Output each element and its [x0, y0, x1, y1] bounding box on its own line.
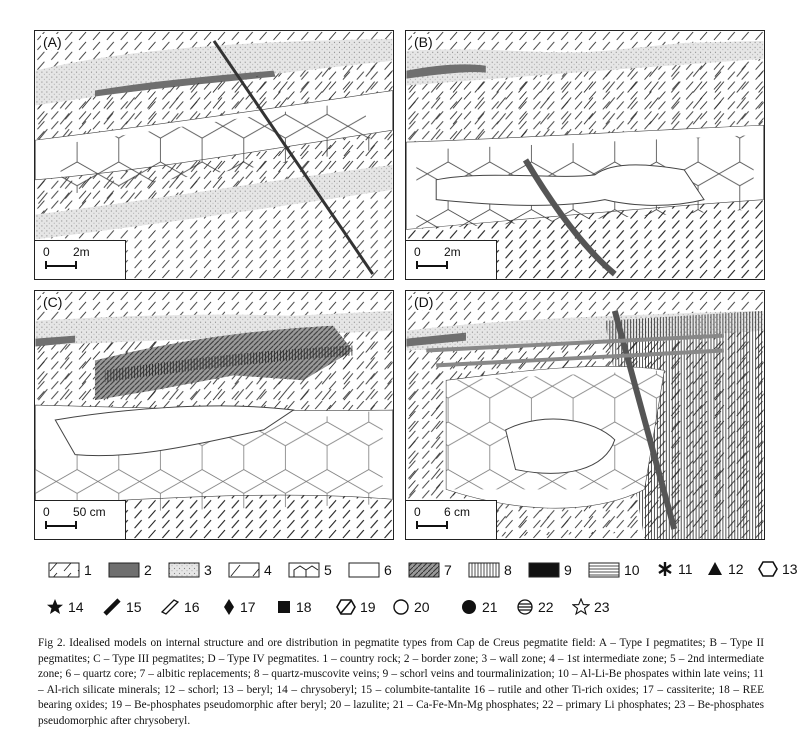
- legend-item-3: [168, 562, 212, 578]
- open-slash-icon: [160, 598, 180, 616]
- legend-item-17: [222, 598, 256, 616]
- legend-label-16: 16: [184, 599, 200, 615]
- thick-slash-icon: [102, 598, 122, 616]
- legend-item-21: [460, 598, 498, 616]
- open-circle-icon: [392, 598, 410, 616]
- legend-item-9: [528, 562, 572, 578]
- legend-item-5: [288, 562, 332, 578]
- panel-c-scale: [35, 500, 126, 539]
- panel-d-scale: [406, 500, 497, 539]
- legend-label-6: 6: [384, 562, 392, 578]
- panel-d-label: (D): [414, 294, 434, 310]
- legend-item-14: [46, 598, 84, 616]
- panel-c: [34, 290, 394, 540]
- scale-length: 2m: [73, 245, 90, 259]
- scale-zero: 0: [43, 245, 50, 259]
- legend-label-5: 5: [324, 562, 332, 578]
- panel-c-label: (C): [43, 294, 63, 310]
- legend-item-2: [108, 562, 152, 578]
- legend-label-15: 15: [126, 599, 142, 615]
- panel-b-label: (B): [414, 34, 433, 50]
- slashed-hexagon-icon: [336, 598, 356, 616]
- legend-label-8: 8: [504, 562, 512, 578]
- legend-label-17: 17: [240, 599, 256, 615]
- legend-label-23: 23: [594, 599, 610, 615]
- legend-label-22: 22: [538, 599, 554, 615]
- figure-caption: Fig 2. Idealised models on internal structure and ore distribution in pegmatite types from Cap de Creus pegmatite field: A – Type I pegmatites; B – Type II pegmatites; C – Type III pegmatites; D – Type IV pegmatites. 1 – country rock; 2 – border zone; 3 – wall zone; 4 – 1st intermediate zone; 5 – 2nd intermediate zone; 6 – quartz core; 7 – albitic replacements; 8 – quartz-muscovite veins; 9 – schorl veins and tourmalinization; 10 – Al-Li-Be phospates within late veins; 11 – Al-rich silicate minerals; 12 – schorl; 13 – beryl; 14 – chrysoberyl; 15 – columbite-tantalite 16 – rutile and other Ti-rich oxides; 17 – cassiterite; 18 – REE bearing oxides; 19 – Be-phosphates pseudomorphic after beryl; 20 – lazulite; 21 – Ca-Fe-Mn-Mg phosphates; 22 – primary Li phosphates; 23 – Be-phosphates pseudomorphic after chrysoberyl.: [38, 637, 764, 727]
- scale-length: 6 cm: [444, 505, 471, 519]
- legend-item-6: [348, 562, 392, 578]
- legend-label-20: 20: [414, 599, 430, 615]
- legend-label-12: 12: [728, 561, 744, 577]
- legend-label-7: 7: [444, 562, 452, 578]
- legend-item-8: [468, 562, 512, 578]
- legend-label-13: 13: [782, 561, 798, 577]
- asterisk-icon: [656, 560, 674, 578]
- legend-item-11: [656, 560, 693, 578]
- filled-circle-icon: [460, 598, 478, 616]
- panel-b: [405, 30, 765, 280]
- star-icon: [46, 598, 64, 616]
- legend-item-22: [516, 598, 554, 616]
- panel-a: [34, 30, 394, 280]
- panel-a-scale: [35, 240, 126, 279]
- triangle-icon: [706, 560, 724, 578]
- legend-label-10: 10: [624, 562, 640, 578]
- hexagon-icon: [758, 560, 778, 578]
- scale-zero: 0: [414, 245, 421, 259]
- legend-label-14: 14: [68, 599, 84, 615]
- legend-item-20: [392, 598, 430, 616]
- scale-length: 50 cm: [73, 505, 106, 519]
- panel-d: [405, 290, 765, 540]
- legend-item-10: [588, 562, 640, 578]
- legend-label-3: 3: [204, 562, 212, 578]
- striped-circle-icon: [516, 598, 534, 616]
- legend-label-9: 9: [564, 562, 572, 578]
- legend-item-4: [228, 562, 272, 578]
- legend-item-12: [706, 560, 744, 578]
- legend-item-15: [102, 598, 142, 616]
- panel-a-label: (A): [43, 34, 62, 50]
- panel-b-scale: [406, 240, 497, 279]
- legend-item-13: [758, 560, 798, 578]
- legend-item-18: [276, 598, 312, 616]
- legend-item-19: [336, 598, 376, 616]
- legend-item-1: [48, 562, 92, 578]
- legend-item-23: [572, 598, 610, 616]
- legend-label-21: 21: [482, 599, 498, 615]
- scale-zero: 0: [43, 505, 50, 519]
- diamond-icon: [222, 598, 236, 616]
- square-icon: [276, 598, 292, 616]
- open-star-icon: [572, 598, 590, 616]
- legend-item-16: [160, 598, 200, 616]
- legend-item-7: [408, 562, 452, 578]
- legend: [40, 558, 798, 633]
- legend-label-11: 11: [678, 561, 693, 577]
- scale-length: 2m: [444, 245, 461, 259]
- legend-label-19: 19: [360, 599, 376, 615]
- legend-label-4: 4: [264, 562, 272, 578]
- legend-label-18: 18: [296, 599, 312, 615]
- legend-label-2: 2: [144, 562, 152, 578]
- legend-label-1: 1: [84, 562, 92, 578]
- scale-zero: 0: [414, 505, 421, 519]
